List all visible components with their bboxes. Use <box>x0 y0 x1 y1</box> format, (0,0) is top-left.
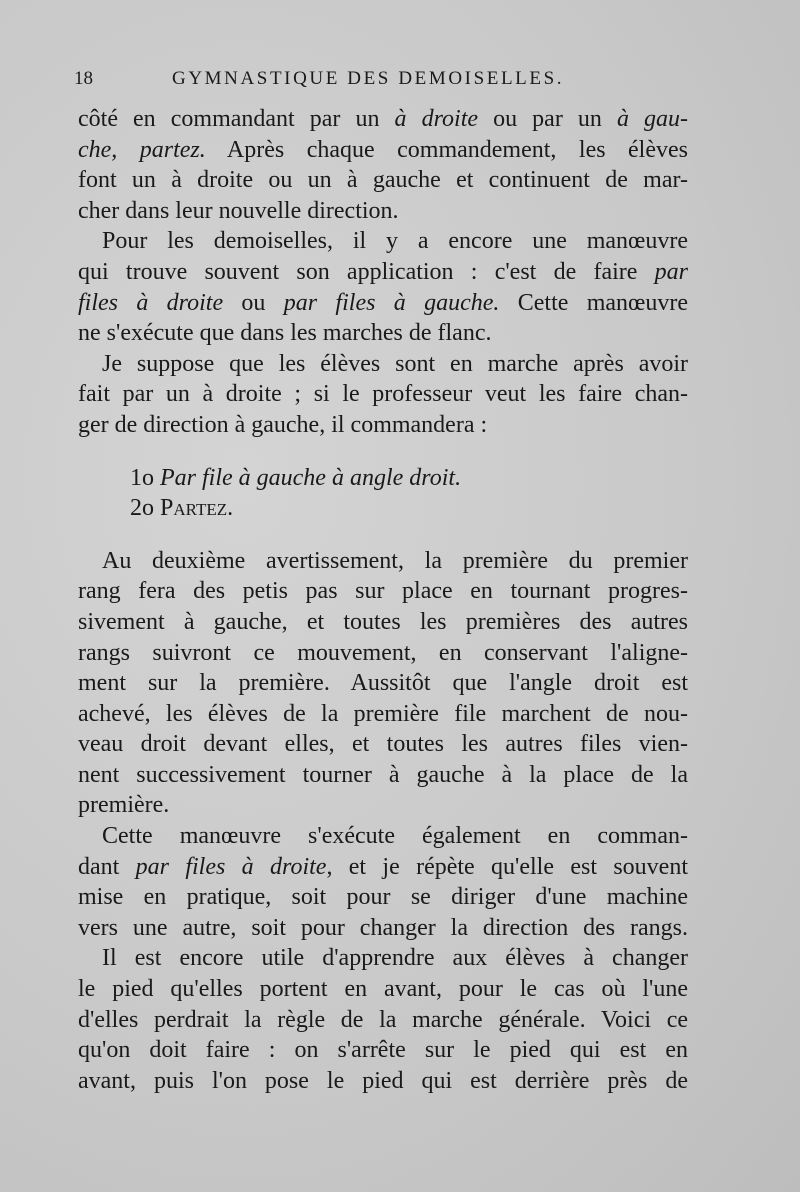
page-header <box>74 64 694 94</box>
page-number: 18 <box>74 68 93 89</box>
text-line: Il est encore utile d'apprendre aux élèves à changer <box>102 945 688 972</box>
text-line: cher dans leur nouvelle direction. <box>78 197 399 224</box>
italic-span: che, partez. <box>78 136 206 163</box>
paragraph-3 <box>78 349 688 441</box>
text-span: Après chaque commandement, les élèves <box>205 136 688 163</box>
text-line <box>78 288 688 319</box>
command-number: 2o <box>130 495 154 522</box>
text-line: vers une autre, soit pour changer la direction des rangs. <box>78 914 688 941</box>
text-line: le pied qu'elles portent en avant, pour le cas où l'une <box>78 976 688 1003</box>
text-line <box>78 104 688 135</box>
text-line <box>78 257 688 288</box>
text-line: veau droit devant elles, et toutes les autres files vien- <box>78 731 688 758</box>
command-item <box>130 493 688 524</box>
italic-span: à droite <box>394 106 479 132</box>
text-line: rang fera des petis pas sur place en tournant progres- <box>78 578 688 605</box>
paragraph-2 <box>78 226 688 348</box>
text-line: première. <box>78 792 170 819</box>
italic-span: files à droite <box>78 289 224 316</box>
text-line: sivement à gauche, et toutes les premières des autres <box>78 608 688 635</box>
text-line: font un à droite ou un à gauche et continuent de mar- <box>78 167 688 194</box>
text-line: achevé, les élèves de la première file marchent de nou- <box>78 700 688 727</box>
italic-span: par files à gauche. <box>283 289 500 316</box>
text-line: rangs suivront ce mouvement, en conservant l'aligne- <box>78 639 688 666</box>
text-line <box>78 852 688 883</box>
text-line <box>78 135 688 166</box>
text-line: fait par un à droite ; si le professeur veut les faire chan- <box>78 381 688 408</box>
body-text <box>78 104 688 1096</box>
text-span: qui trouve souvent son application : c'est de faire <box>78 258 655 285</box>
text-span: ou par un <box>478 106 617 132</box>
text-line: Pour les demoiselles, il y a encore une manœuvre <box>102 228 688 255</box>
text-line: avant, puis l'on pose le pied qui est derrière près de <box>78 1067 688 1094</box>
text-line: Je suppose que les élèves sont en marche après avoir <box>102 350 688 377</box>
text-line: ne s'exécute que dans les marches de flanc. <box>78 320 492 347</box>
text-line: mise en pratique, soit pour se diriger d'une machine <box>78 884 688 911</box>
text-line: Au deuxième avertissement, la première du premier <box>102 547 688 574</box>
paragraph-6 <box>78 943 688 1096</box>
command-text: Par file à gauche à angle droit. <box>160 464 462 491</box>
paragraph-1 <box>78 104 688 226</box>
italic-span: par files à droite <box>135 853 327 880</box>
command-text: Partez. <box>160 495 234 522</box>
italic-span: à gau- <box>616 106 688 132</box>
italic-span: par <box>654 258 688 285</box>
text-line: Cette manœuvre s'exécute également en comman- <box>102 823 688 850</box>
command-number: 1o <box>130 464 154 491</box>
running-title: GYMNASTIQUE DES DEMOISELLES. <box>172 68 565 89</box>
command-list <box>130 463 688 524</box>
text-span: côté en commandant par un <box>78 106 395 132</box>
text-line: d'elles perdrait la règle de la marche générale. Voici ce <box>78 1006 688 1033</box>
text-line: qu'on doit faire : on s'arrête sur le pied qui est en <box>78 1037 688 1064</box>
text-line: ger de direction à gauche, il commandera : <box>78 411 488 438</box>
text-line: ment sur la première. Aussitôt que l'angle droit est <box>78 670 688 697</box>
paragraph-4 <box>78 546 688 821</box>
text-span: dant <box>78 853 136 880</box>
paragraph-5 <box>78 821 688 943</box>
text-span: Cette manœuvre <box>499 289 689 316</box>
text-span: , et je répète qu'elle est souvent <box>326 853 688 880</box>
text-line: nent successivement tourner à gauche à la place de la <box>78 761 688 788</box>
text-span: ou <box>223 289 284 316</box>
command-item <box>130 463 688 494</box>
